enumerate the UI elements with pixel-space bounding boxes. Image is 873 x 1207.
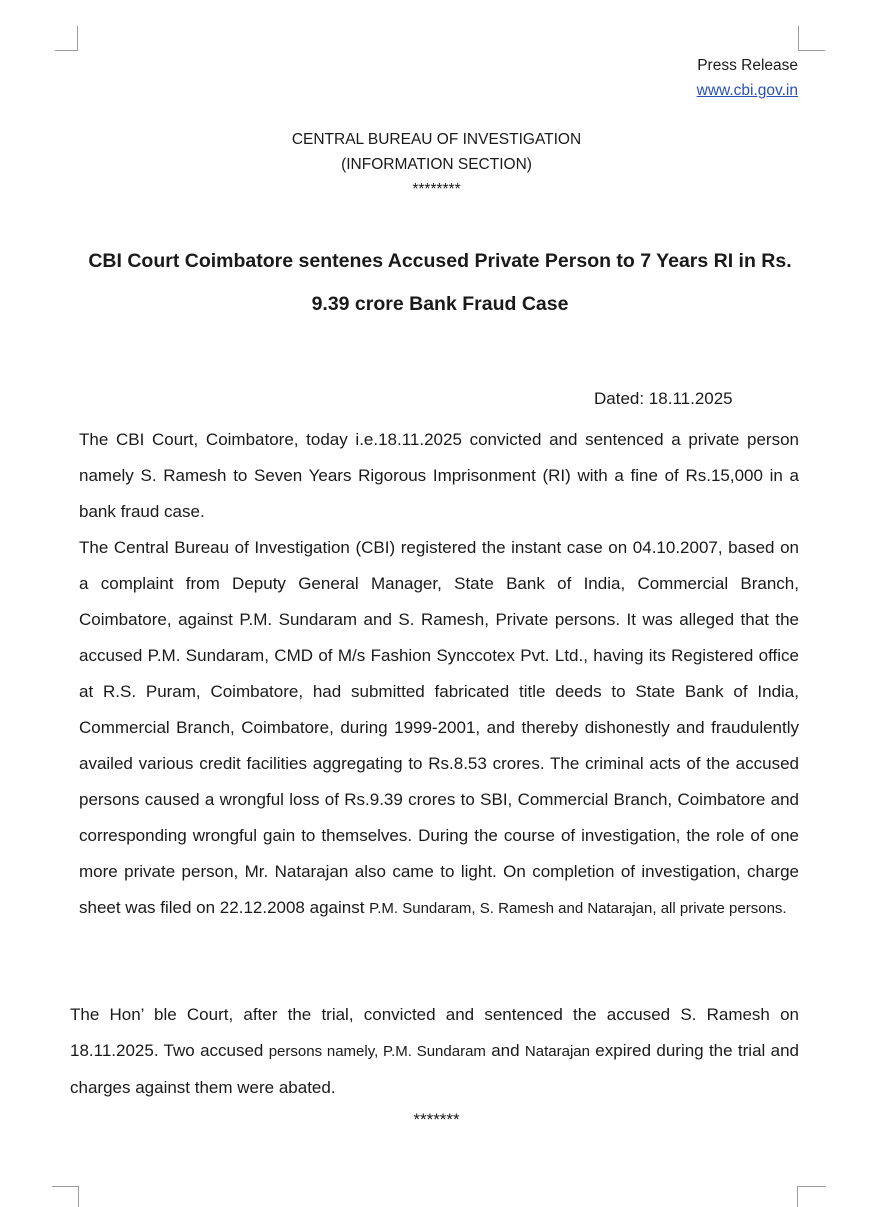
case-details-text: The Central Bureau of Investigation (CBI) registered the instant case on 04.10.2007, based on a complaint from Deputy General Manager, State Bank of India, Commercial Branch, Coimbatore, against P.M. Sundaram and S. Ramesh, Private persons. It was alleged that the accused P.M. Sundaram, CMD of M/s Fashion Synccotex Pvt. Ltd., having its Registered office at R.S. Puram, Coimbatore, had submitted fabricated title deeds to State Bank of India, Commercial Branch, Coimbatore, during 1999-2001, and thereby dishonestly and fraudulently availed various credit facilities aggregating to Rs.8.53 crores. The criminal acts of the accused persons caused a wrongful loss of Rs.9.39 crores to SBI, Commercial Branch, Coimbatore and corresponding wrongful gain to themselves. During the course of investigation, the role of one more private person, Mr. Natarajan also came to light. On completion of investigation, charge sheet was filed on 22.12.2008 against: [79, 538, 799, 917]
outcome-text-a: The Hon’ ble Court, after the trial, convicted and sentenced the accused S. Ramesh on 18.11.2025. Two accused: [70, 1005, 799, 1060]
title-line-2: 9.39 crore Bank Fraud Case: [311, 293, 569, 315]
website-link[interactable]: www.cbi.gov.in: [696, 82, 798, 99]
outcome-text-d: Natarajan: [524, 1043, 590, 1060]
agency-separator: ********: [412, 181, 461, 198]
crop-mark-top-left: [55, 26, 78, 51]
press-release-header: [697, 53, 798, 103]
outcome-text-c: and: [485, 1041, 525, 1060]
press-release-label: Press Release: [697, 57, 798, 74]
title-line-1: CBI Court Coimbatore sentenes Accused Private Person to 7 Years RI in Rs.: [88, 250, 792, 272]
paragraph-court-outcome: [70, 997, 799, 1106]
crop-mark-top-right: [798, 26, 825, 51]
agency-name: CENTRAL BUREAU OF INVESTIGATION: [291, 131, 582, 148]
outcome-text-b: persons namely, P.M. Sundaram: [268, 1043, 486, 1060]
paragraph-case-details: [79, 530, 799, 927]
case-details-accused: P.M. Sundaram, S. Ramesh and Natarajan, all private persons.: [369, 900, 787, 917]
end-separator: *******: [413, 1110, 460, 1129]
date-line: Dated: 18.11.2025: [594, 389, 733, 408]
body-section-main: [79, 422, 799, 927]
page-title: [60, 240, 820, 326]
crop-mark-bottom-right: [797, 1186, 826, 1207]
agency-section: (INFORMATION SECTION): [341, 156, 532, 173]
agency-heading: [0, 127, 873, 202]
crop-mark-bottom-left: [52, 1186, 79, 1207]
body-section-outcome: [70, 997, 799, 1106]
paragraph-conviction: The CBI Court, Coimbatore, today i.e.18.11.2025 convicted and sentenced a private person namely S. Ramesh to Seven Years Rigorous Imprisonment (RI) with a fine of Rs.15,000 in a bank fraud case.: [79, 430, 799, 521]
outcome-text-e: expired during the trial and charges against them were abated.: [70, 1041, 799, 1097]
